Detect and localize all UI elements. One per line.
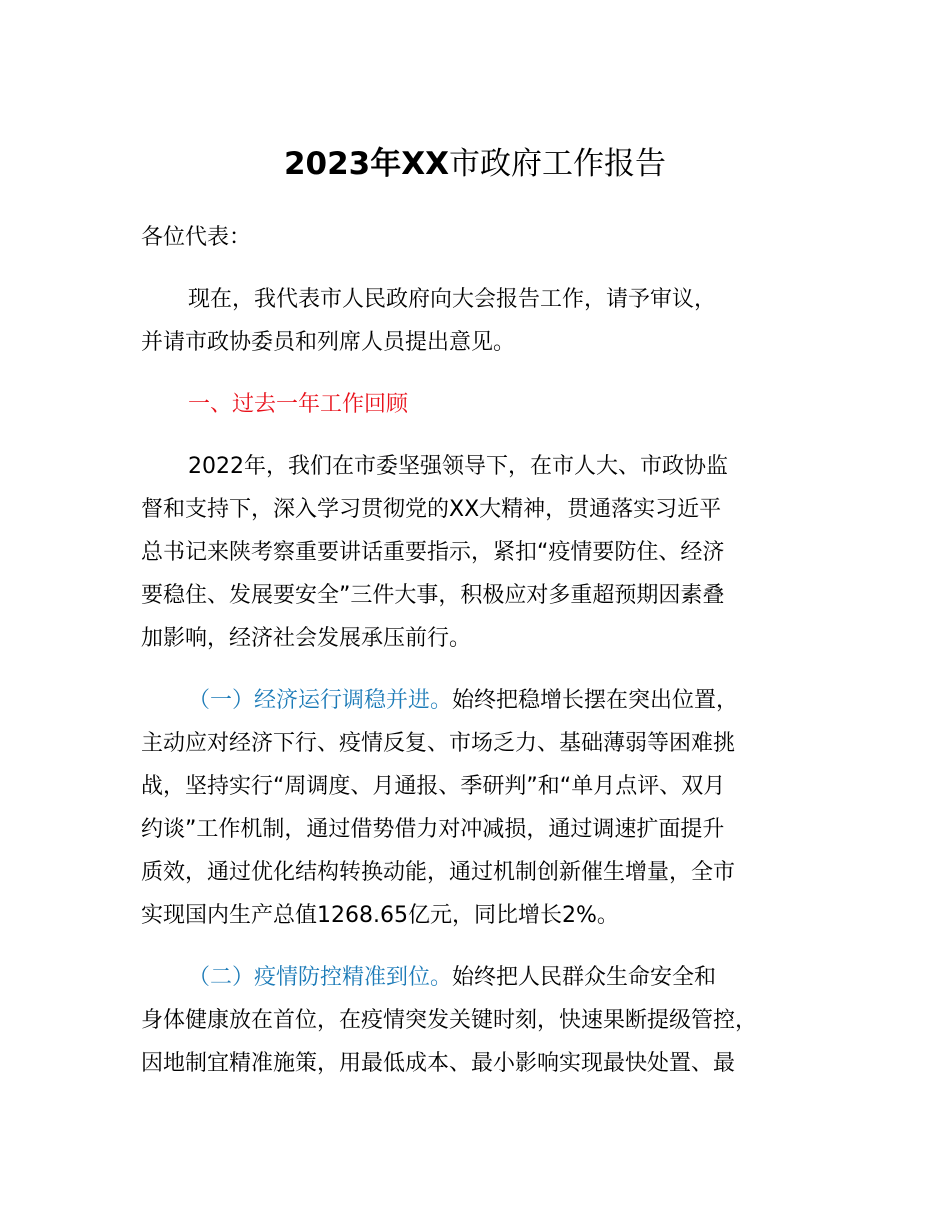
subsection-2-line-2: 身体健康放在首位，在疫情突发关键时刻，快速果断提级管控，	[141, 1008, 758, 1033]
intro-line-1: 现在，我代表市人民政府向大会报告工作，请予审议，	[188, 287, 717, 312]
subsection-1-first-line-text: 始终把稳增长摆在突出位置，	[452, 688, 739, 713]
paragraph-2022-line-3: 总书记来陕考察重要讲话重要指示，紧扣“疫情要防住、经济	[141, 540, 725, 565]
paragraph-2022-line-4: 要稳住、发展要安全”三件大事，积极应对多重超预期因素叠	[141, 583, 725, 608]
subsection-1-line-5: 质效，通过优化结构转换动能，通过机制创新催生增量，全市	[141, 860, 736, 885]
subsection-1-first-line	[188, 686, 738, 716]
subsection-1-line-4: 约谈”工作机制，通过借势借力对冲减损，通过调速扩面提升	[141, 817, 725, 842]
section-heading: 一、过去一年工作回顾	[188, 392, 409, 417]
title-text: 市政府工作报告	[449, 146, 667, 182]
intro-line-2: 并请市政协委员和列席人员提出意见。	[141, 330, 516, 355]
paragraph-2022-line-5: 加影响，经济社会发展承压前行。	[141, 626, 472, 651]
subsection-1-heading: （一）经济运行调稳并进。	[188, 688, 453, 713]
title-year: 2023年XX	[283, 146, 450, 182]
subsection-2-line-3: 因地制宜精准施策，用最低成本、最小影响实现最快处置、最	[141, 1051, 736, 1076]
salutation: 各位代表：	[141, 225, 252, 250]
subsection-2-heading: （二）疫情防控精准到位。	[188, 965, 453, 990]
subsection-1-line-6: 实现国内生产总值1268.65亿元，同比增长2%。	[141, 903, 619, 928]
subsection-2-first-line-text: 始终把人民群众生命安全和	[452, 965, 717, 990]
subsection-1-line-3: 战，坚持实行“周调度、月通报、季研判”和“单月点评、双月	[141, 774, 726, 799]
paragraph-2022-line-2: 督和支持下，深入学习贯彻党的XX大精神，贯通落实习近平	[141, 497, 722, 522]
subsection-1-line-2: 主动应对经济下行、疫情反复、市场乏力、基础薄弱等困难挑	[141, 731, 736, 756]
paragraph-2022-line-1: 2022年，我们在市委坚强领导下，在市人大、市政协监	[188, 454, 728, 479]
document-title	[0, 142, 950, 186]
subsection-2-first-line	[188, 963, 716, 993]
